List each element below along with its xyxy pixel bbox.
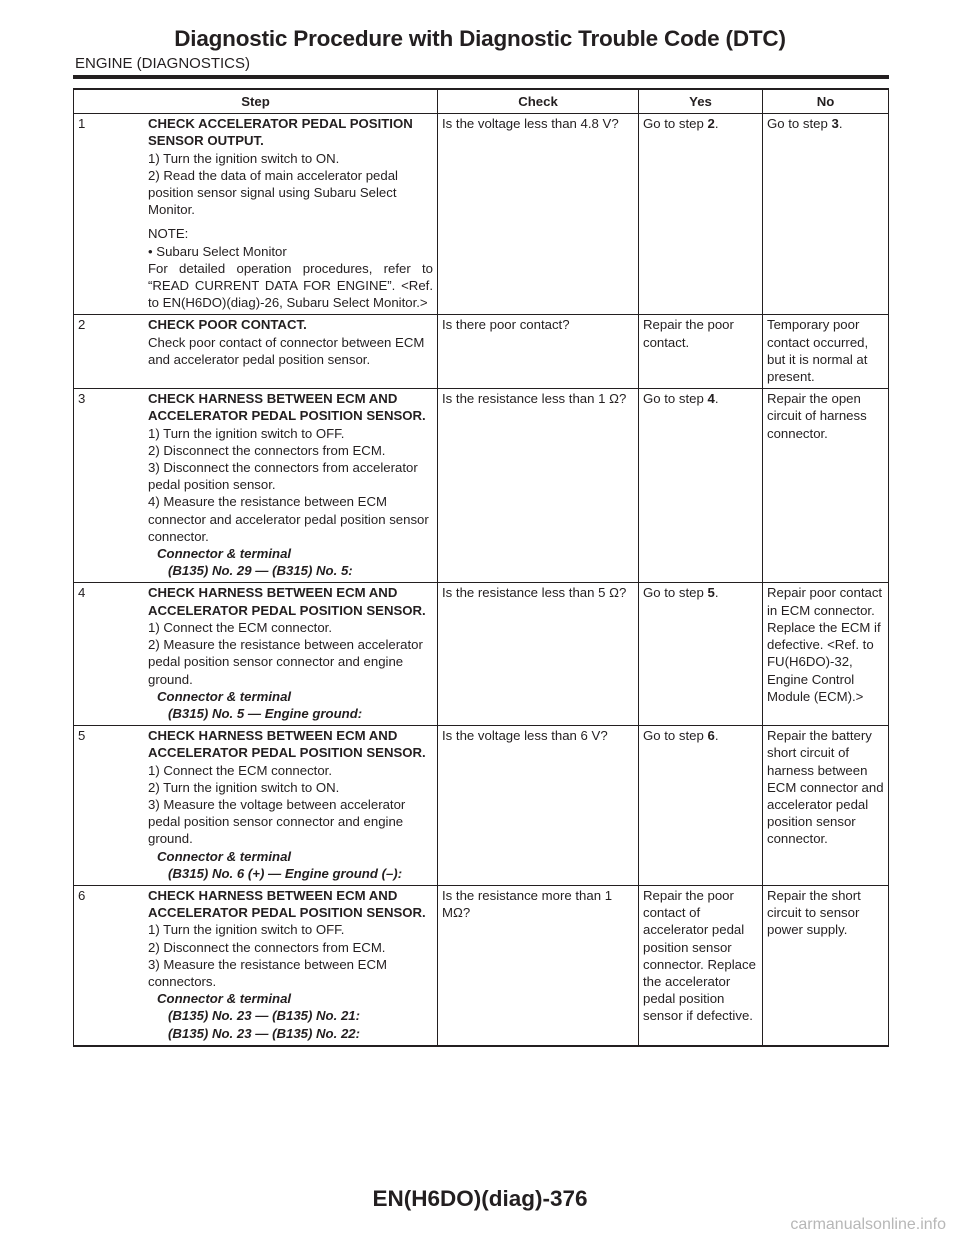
note-bullet: • Subaru Select Monitor: [148, 243, 287, 259]
table-row: [74, 114, 889, 315]
no-cell: Repair the battery short circuit of harness between ECM connector and accelerator pedal position sensor connector.: [763, 726, 889, 886]
step-cell: [74, 114, 438, 315]
connector-label: Connector & terminal: [157, 848, 292, 864]
step-cell: [74, 726, 438, 886]
yes-cell: Go to step 4.: [639, 389, 763, 583]
table-row: [74, 315, 889, 389]
step-instruction: Check poor contact of connector between ECM and accelerator pedal position sensor.: [148, 334, 425, 367]
step-number: 1: [78, 116, 86, 132]
step-cell: [74, 315, 438, 389]
step-number: 3: [78, 391, 86, 407]
yes-cell: Repair the poor contact of accelerator pedal position sensor connector. Replace the accelerator pedal position sensor if defective.: [639, 885, 763, 1045]
table-row: [74, 885, 889, 1045]
page-number: EN(H6DO)(diag)-376: [372, 1186, 588, 1211]
step-instruction: 1) Turn the ignition switch to ON.: [148, 150, 340, 166]
no-cell: Go to step 3.: [763, 114, 889, 315]
connector-terminal: (B315) No. 5 — Engine ground:: [168, 705, 363, 721]
step-instruction: 2) Disconnect the connectors from ECM.: [148, 442, 386, 458]
column-header-step: Step: [74, 89, 438, 114]
step-number: 4: [78, 585, 86, 601]
yes-cell: Repair the poor contact.: [639, 315, 763, 389]
connector-label: Connector & terminal: [157, 991, 292, 1007]
step-number: 5: [78, 728, 86, 744]
connector-terminal: (B135) No. 29 — (B315) No. 5:: [168, 563, 353, 579]
check-cell: Is the voltage less than 6 V?: [438, 726, 639, 886]
no-cell: Repair the open circuit of harness connector.: [763, 389, 889, 583]
step-link: 2: [707, 116, 715, 132]
page-title: Diagnostic Procedure with Diagnostic Trouble Code (DTC): [174, 26, 786, 51]
no-cell: Repair poor contact in ECM connector. Replace the ECM if defective. <Ref. to FU(H6DO)-32, Engine Control Module (ECM).>: [763, 583, 889, 726]
watermark-text: carmanualsonline.info: [790, 1216, 946, 1233]
check-cell: Is the resistance less than 1 Ω?: [438, 389, 639, 583]
step-link: 3: [831, 116, 839, 132]
step-instruction: 3) Measure the resistance between ECM connectors.: [148, 956, 387, 989]
check-cell: Is the resistance less than 5 Ω?: [438, 583, 639, 726]
connector-terminal: (B315) No. 6 (+) — Engine ground (–):: [168, 865, 403, 881]
step-link: 5: [707, 585, 715, 601]
step-cell: [74, 885, 438, 1045]
check-cell: Is there poor contact?: [438, 315, 639, 389]
step-link: 6: [707, 728, 715, 744]
step-instruction: 4) Measure the resistance between ECM connector and accelerator pedal position sensor connector.: [148, 494, 429, 544]
column-header-no: No: [763, 89, 889, 114]
step-instruction: 3) Measure the voltage between accelerator pedal position sensor connector and engine ground.: [148, 796, 406, 847]
step-title: CHECK ACCELERATOR PEDAL POSITION SENSOR OUTPUT.: [148, 116, 413, 149]
table-row: [74, 726, 889, 886]
step-instruction: 1) Connect the ECM connector.: [148, 762, 332, 778]
step-cell: [74, 583, 438, 726]
connector-terminal: (B135) No. 23 — (B135) No. 21:: [168, 1008, 361, 1024]
diagnostic-procedure-table: [73, 88, 889, 1047]
step-instruction: 1) Connect the ECM connector.: [148, 619, 332, 635]
step-link: 4: [707, 391, 715, 407]
table-header-row: [74, 89, 889, 114]
step-instruction: 1) Turn the ignition switch to OFF.: [148, 922, 345, 938]
no-cell: Repair the short circuit to sensor power supply.: [763, 885, 889, 1045]
section-label: ENGINE (DIAGNOSTICS): [75, 55, 251, 72]
check-cell: Is the resistance more than 1 MΩ?: [438, 885, 639, 1045]
header-rule: [73, 75, 889, 79]
step-number: 2: [78, 317, 86, 333]
step-title: CHECK POOR CONTACT.: [148, 317, 307, 333]
step-instruction: 3) Disconnect the connectors from accelerator pedal position sensor.: [148, 460, 418, 493]
step-title: CHECK HARNESS BETWEEN ECM AND ACCELERATOR PEDAL POSITION SENSOR.: [148, 585, 426, 618]
step-title: CHECK HARNESS BETWEEN ECM AND ACCELERATOR PEDAL POSITION SENSOR.: [148, 887, 426, 921]
step-instruction: 1) Turn the ignition switch to OFF.: [148, 425, 345, 441]
connector-label: Connector & terminal: [157, 688, 292, 704]
step-cell: [74, 389, 438, 583]
check-cell: Is the voltage less than 4.8 V?: [438, 114, 639, 315]
step-instruction: 2) Read the data of main accelerator pedal position sensor signal using Subaru Select Monitor.: [148, 167, 398, 218]
column-header-yes: Yes: [639, 89, 763, 114]
connector-terminal: (B135) No. 23 — (B135) No. 22:: [168, 1025, 361, 1041]
step-title: CHECK HARNESS BETWEEN ECM AND ACCELERATOR PEDAL POSITION SENSOR.: [148, 391, 426, 424]
step-title: CHECK HARNESS BETWEEN ECM AND ACCELERATOR PEDAL POSITION SENSOR.: [148, 728, 426, 761]
yes-cell: Go to step 6.: [639, 726, 763, 886]
step-number: 6: [78, 887, 86, 903]
no-cell: Temporary poor contact occurred, but it is normal at present.: [763, 315, 889, 389]
step-instruction: 2) Turn the ignition switch to ON.: [148, 779, 340, 795]
table-row: [74, 583, 889, 726]
note-label: NOTE:: [148, 226, 189, 242]
note-text: For detailed operation procedures, refer to “READ CURRENT DATA FOR ENGINE”. <Ref. to EN(H6DO)(diag)-26, Subaru Select Monitor.>: [148, 260, 433, 311]
yes-cell: Go to step 5.: [639, 583, 763, 726]
step-instruction: 2) Disconnect the connectors from ECM.: [148, 939, 386, 955]
connector-label: Connector & terminal: [157, 546, 292, 562]
yes-cell: Go to step 2.: [639, 114, 763, 315]
table-row: [74, 389, 889, 583]
column-header-check: Check: [438, 89, 639, 114]
step-instruction: 2) Measure the resistance between accelerator pedal position sensor connector and engine ground.: [148, 637, 423, 687]
